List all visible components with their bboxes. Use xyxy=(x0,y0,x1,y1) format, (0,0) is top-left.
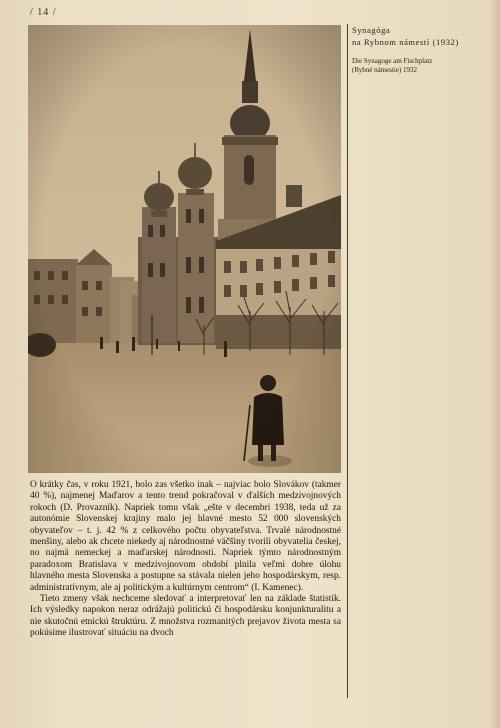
page-number-value: 14 xyxy=(37,7,50,18)
paragraph: O krátky čas, v roku 1921, bolo zas všetko inak – najviac bolo Slovákov (takmer 40 %), najmenej Maďarov a tento trend pokračoval v ďalších medzivojnových rokoch (D. Provazník). Napriek tomu však „ešte v decembri 1938, teda už za autonómie Slovenskej krajiny malo jej hlavné mesto 52 000 slovenských obyvateľov – t. j. 42 % z celkového počtu obyvateľstva. Trvalé národnostné menšiny, alebo ak chcete niekedy aj národnostné väčšiny tvorili obyvatelia českej, no najmä nemeckej a maďarskej národnosti. Napriek týmto národnostným paradoxom Bratislava v medzivojnovom období plnila veľmi dobre úlohu hlavného mesta Slovenska a postupne sa stávala nielen jeho hospodárskym, resp. administratívnym, ale aj politickým a kultúrnym centrom“ (I. Kamenec). xyxy=(30,480,341,593)
page-edge-shadow xyxy=(490,0,500,728)
caption-subtitle xyxy=(352,57,492,75)
caption-divider xyxy=(347,24,348,698)
caption-title-line: Synagóga xyxy=(352,25,391,35)
paragraph: Tieto zmeny však nechceme sledovať a interpretovať len na základe štatistík. Ich výsledky napokon neraz odrážajú politickú či hospodársku konjunkturalitu a nie skutočnú etnickú štruktúru. Z množstva rozmanitých prejavov života mesta sa pokúsime ilustrovať situáciu na dvoch xyxy=(30,594,341,639)
caption-subtitle-line: (Rybné námestie) 1932 xyxy=(352,66,418,74)
page-number: / 14 / xyxy=(30,7,57,18)
body-text xyxy=(30,480,341,640)
caption-subtitle-line: Die Synagoge am Fischplatz xyxy=(352,57,433,65)
historical-photo xyxy=(28,25,341,473)
caption-title-line: na Rybnom námestí (1932) xyxy=(352,37,459,47)
synagogue-square-photo xyxy=(28,25,341,473)
caption-title xyxy=(352,24,492,48)
